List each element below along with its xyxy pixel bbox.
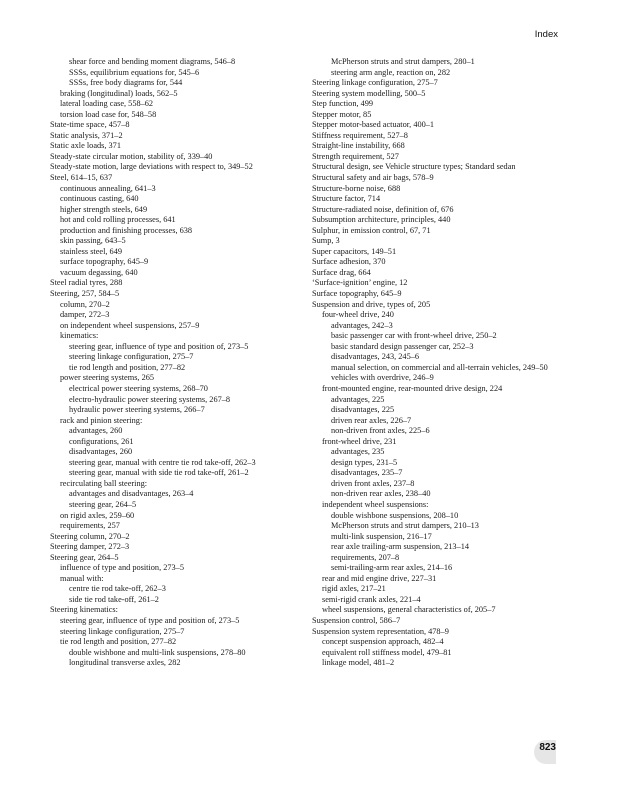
index-entry-main: Super capacitors, 149–51 [312, 246, 397, 256]
index-subentry: advantages, 260 [69, 426, 123, 436]
index-subentry: rigid axles, 217–21 [322, 584, 386, 594]
index-subentry: double wishbone and multi-link suspensions, 278–80 [69, 647, 246, 657]
index-subentry: surface topography, 645–9 [60, 257, 149, 267]
index-subentry: rear and mid engine drive, 227–31 [322, 573, 437, 583]
index-subentry: steering linkage configuration, 275–7 [69, 352, 194, 362]
index-subentry: side tie rod take-off, 261–2 [69, 594, 159, 604]
index-subentry: design types, 231–5 [331, 457, 398, 467]
index-subentry: shear force and bending moment diagrams, 546–8 [69, 57, 236, 66]
index-subentry: steering gear, manual with centre tie rod take-off, 262–3 [69, 457, 256, 467]
index-subentry: rear axle trailing-arm suspension, 213–14 [331, 542, 470, 552]
index-entry-main: Steering, 257, 584–5 [50, 289, 120, 299]
index-entry-main: Sulphur, in emission control, 67, 71 [312, 225, 431, 235]
index-subentry: steering gear, influence of type and position of, 273–5 [69, 341, 249, 351]
index-subentry: higher strength steels, 649 [60, 204, 148, 214]
running-header: Index [534, 29, 558, 40]
index-subentry: on rigid axles, 259–60 [60, 510, 135, 520]
index-entry-main: Suspension control, 586–7 [312, 615, 401, 625]
index-entry-main: Strength requirement, 527 [312, 151, 399, 161]
index-entry-main: Structure factor, 714 [312, 194, 381, 204]
index-subentry: non-driven rear axles, 238–40 [331, 489, 431, 499]
index-entry-main: Stepper motor-based actuator, 400–1 [312, 120, 435, 130]
index-entry-main: Static analysis, 371–2 [50, 130, 123, 140]
index-subentry: vehicles with overdrive, 246–9 [331, 373, 434, 383]
index-subentry: front-mounted engine, rear-mounted drive design, 224 [322, 383, 503, 393]
index-subentry: equivalent roll stiffness model, 479–81 [322, 647, 452, 657]
index-subentry: multi-link suspension, 216–17 [331, 531, 432, 541]
index-subentry: driven front axles, 237–8 [331, 478, 415, 488]
index-entry-main: Straight-line instability, 668 [312, 141, 405, 151]
index-subentry: lateral loading case, 558–62 [60, 99, 154, 109]
index-subentry: influence of type and position, 273–5 [60, 563, 184, 573]
index-entry-main: Steel, 614–15, 637 [50, 173, 113, 183]
index-subentry: front-wheel drive, 231 [322, 436, 397, 446]
index-subentry: recirculating ball steering: [60, 478, 148, 488]
index-entry-main: Structural design, see Vehicle structure types; Standard sedan [312, 162, 516, 172]
index-column-left [50, 57, 300, 669]
index-subentry: column, 270–2 [60, 299, 110, 309]
index-entry-main: Steering damper, 272–3 [50, 542, 130, 552]
index-subentry: steering gear, manual with side tie rod take-off, 261–2 [69, 468, 249, 478]
index-entry-main: Sump, 3 [312, 236, 340, 246]
index-entry-main: Static axle loads, 371 [50, 141, 121, 151]
index-subentry: semi-trailing-arm rear axles, 214–16 [331, 563, 453, 573]
index-entry-main: Suspension and drive, types of, 205 [312, 299, 431, 309]
index-subentry: tie rod length and position, 277–82 [69, 362, 186, 372]
index-subentry: four-wheel drive, 240 [322, 310, 394, 320]
index-subentry: double wishbone suspensions, 208–10 [331, 510, 459, 520]
index-entry-main: Steering gear, 264–5 [50, 552, 119, 562]
index-entry-main: Steering column, 270–2 [50, 531, 130, 541]
index-entry-main: Steel radial tyres, 288 [50, 278, 123, 288]
index-subentry: continuous casting, 640 [60, 194, 139, 204]
index-subentry: advantages, 235 [331, 447, 385, 457]
index-entry-main: Structural safety and air bags, 578–9 [312, 173, 434, 183]
index-subentry: torsion load case for, 548–58 [60, 109, 157, 119]
index-subentry: advantages, 242–3 [331, 320, 393, 330]
index-subentry: continuous annealing, 641–3 [60, 183, 156, 193]
index-subentry: on independent wheel suspensions, 257–9 [60, 320, 200, 330]
index-subentry: production and finishing processes, 638 [60, 225, 193, 235]
index-subentry: disadvantages, 235–7 [331, 468, 403, 478]
index-entry-main: State-time space, 457–8 [50, 120, 130, 130]
index-entry-main: Steering system modelling, 500–5 [312, 88, 426, 98]
index-subentry: non-driven front axles, 225–6 [331, 426, 430, 436]
index-subentry: SSSs, free body diagrams for, 544 [69, 78, 183, 88]
index-subentry: centre tie rod take-off, 262–3 [69, 584, 166, 594]
index-subentry: driven rear axles, 226–7 [331, 415, 412, 425]
index-subentry: electro-hydraulic power steering systems, 267–8 [69, 394, 231, 404]
index-entry-main: Stepper motor, 85 [312, 109, 372, 119]
index-entry-main: Structure-borne noise, 688 [312, 183, 401, 193]
index-entry-main: Structure-radiated noise, definition of, 676 [312, 204, 454, 214]
index-entry-main: Surface adhesion, 370 [312, 257, 386, 267]
index-subentry: McPherson struts and strut dampers, 280–1 [331, 57, 475, 66]
index-subentry: skin passing, 643–5 [60, 236, 126, 246]
index-subentry: steering arm angle, reaction on, 282 [331, 67, 451, 77]
index-entry-main: Step function, 499 [312, 99, 374, 109]
index-subentry: SSSs, equilibrium equations for, 545–6 [69, 67, 200, 77]
index-entry-main: Steady-state circular motion, stability of, 339–40 [50, 151, 213, 161]
index-subentry: wheel suspensions, general characteristics of, 205–7 [322, 605, 496, 615]
index-subentry: rack and pinion steering: [60, 415, 143, 425]
index-subentry: hydraulic power steering systems, 266–7 [69, 405, 205, 415]
index-subentry: braking (longitudinal) loads, 562–5 [60, 88, 178, 98]
index-subentry: basic passenger car with front-wheel drive, 250–2 [331, 331, 497, 341]
index-subentry: advantages and disadvantages, 263–4 [69, 489, 194, 499]
index-subentry: steering linkage configuration, 275–7 [60, 626, 185, 636]
index-subentry: power steering systems, 265 [60, 373, 155, 383]
index-subentry: linkage model, 481–2 [322, 658, 395, 668]
index-subentry: steering gear, influence of type and position of, 273–5 [60, 615, 240, 625]
index-subentry: vacuum degassing, 640 [60, 267, 138, 277]
index-subentry: requirements, 257 [60, 521, 120, 531]
index-subentry: electrical power steering systems, 268–70 [69, 383, 208, 393]
index-entry-main: Steering kinematics: [50, 605, 118, 615]
index-subentry: kinematics: [60, 331, 99, 341]
index-subentry: steering gear, 264–5 [69, 499, 137, 509]
index-subentry: configurations, 261 [69, 436, 134, 446]
index-subentry: disadvantages, 260 [69, 447, 133, 457]
index-subentry: tie rod length and position, 277–82 [60, 637, 177, 647]
index-subentry: hot and cold rolling processes, 641 [60, 215, 176, 225]
index-entry-main: Surface topography, 645–9 [312, 289, 402, 299]
index-subentry: McPherson struts and strut dampers, 210–13 [331, 521, 479, 531]
index-subentry: advantages, 225 [331, 394, 385, 404]
index-subentry: independent wheel suspensions: [322, 499, 429, 509]
index-entry-main: Suspension system representation, 478–9 [312, 626, 449, 636]
index-subentry: longitudinal transverse axles, 282 [69, 658, 181, 668]
index-entry-main: Stiffness requirement, 527–8 [312, 130, 408, 140]
index-column-right [312, 57, 572, 669]
index-subentry: disadvantages, 243, 245–6 [331, 352, 420, 362]
index-entry-main: ‘Surface-ignition’ engine, 12 [312, 278, 408, 288]
index-subentry: semi-rigid crank axles, 221–4 [322, 594, 421, 604]
index-subentry: concept suspension approach, 482–4 [322, 637, 444, 647]
page-number: 823 [539, 742, 556, 753]
index-entry-main: Surface drag, 664 [312, 267, 371, 277]
index-subentry: requirements, 207–8 [331, 552, 400, 562]
index-entry-main: Steady-state motion, large deviations with respect to, 349–52 [50, 162, 253, 172]
index-subentry: manual with: [60, 573, 104, 583]
index-subentry: damper, 272–3 [60, 310, 110, 320]
index-subentry: manual selection, on commercial and all-terrain vehicles, 249–50 [331, 362, 548, 372]
index-entry-main: Subsumption architecture, principles, 440 [312, 215, 451, 225]
index-subentry: basic standard design passenger car, 252–3 [331, 341, 474, 351]
index-subentry: disadvantages, 225 [331, 405, 395, 415]
index-subentry: stainless steel, 649 [60, 246, 122, 256]
index-entry-main: Steering linkage configuration, 275–7 [312, 78, 438, 88]
